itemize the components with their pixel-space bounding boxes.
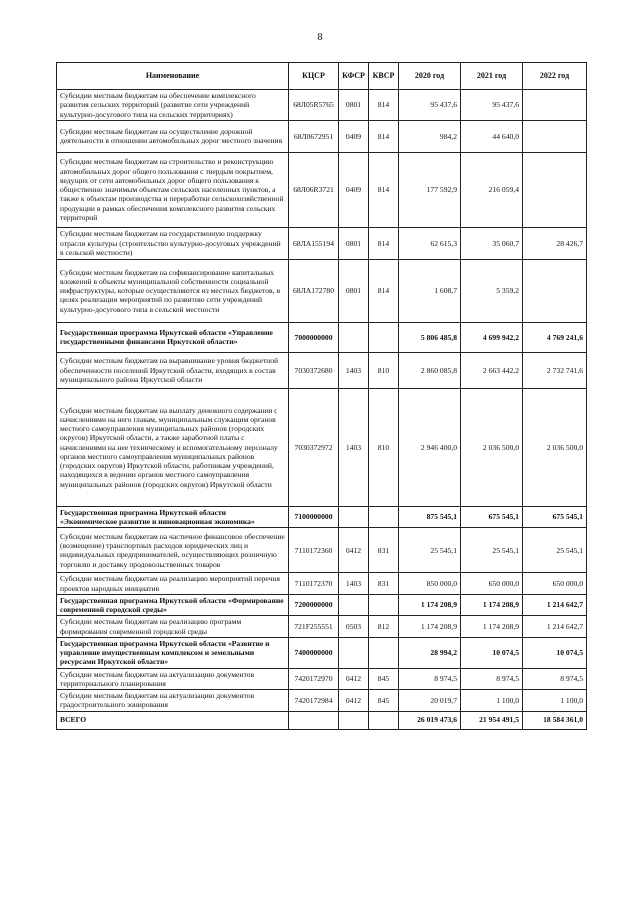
row-name-cell: Субсидии местным бюджетам на осуществление дорожной деятельности в отношении автомобильных дорог местного значения	[57, 120, 289, 152]
row-name-cell: Субсидии местным бюджетам на выравнивание уровня бюджетной обеспеченности поселений Иркутской области, входящих в состав муниципального района Иркутской области	[57, 352, 289, 388]
row-kvsr-cell: 814	[369, 227, 399, 259]
row-kvsr-cell: 812	[369, 616, 399, 638]
row-2020-cell: 1 174 208,9	[399, 616, 461, 638]
row-2021-cell: 1 174 208,9	[461, 594, 523, 616]
row-2022-cell: 2 036 500,0	[523, 388, 587, 506]
row-2022-cell: 2 732 741,6	[523, 352, 587, 388]
row-name-cell: Государственная программа Иркутской области «Экономическое развитие и инновационная экономика»	[57, 506, 289, 528]
row-2022-cell: 25 545,1	[523, 528, 587, 573]
row-kvsr-cell	[369, 711, 399, 729]
row-name-cell: Государственная программа Иркутской области «Развитие и управление имущественным комплексом и земельными ресурсами Иркутской области»	[57, 637, 289, 668]
row-kfsr-cell: 0801	[339, 227, 369, 259]
row-kcsr-cell: 68ЛA172780	[289, 259, 339, 322]
row-kvsr-cell: 814	[369, 259, 399, 322]
row-2022-cell: 675 545,1	[523, 506, 587, 528]
row-kfsr-cell: 0409	[339, 152, 369, 227]
row-kcsr-cell: 7000000000	[289, 322, 339, 352]
header-2021: 2021 год	[461, 63, 523, 90]
row-kfsr-cell	[339, 506, 369, 528]
row-name-cell: Субсидии местным бюджетам на реализацию программ формирования современной городской среды	[57, 616, 289, 638]
row-2021-cell: 216 059,4	[461, 152, 523, 227]
row-2020-cell: 62 615,3	[399, 227, 461, 259]
row-kfsr-cell	[339, 637, 369, 668]
table-header-row	[57, 63, 587, 90]
subsidies-table	[56, 62, 587, 730]
row-kcsr-cell: 7400000000	[289, 637, 339, 668]
row-name-cell: Субсидии местным бюджетам на частичное финансовое обеспечение (возмещение) транспортных расходов юридических лиц и индивидуальных предпринимателей, осуществляющих розничную торговлю и доставку продовольственных товаров	[57, 528, 289, 573]
row-kcsr-cell: 7110172370	[289, 573, 339, 595]
header-2022: 2022 год	[523, 63, 587, 90]
row-2022-cell	[523, 90, 587, 121]
row-name-cell: ВСЕГО	[57, 711, 289, 729]
row-kcsr-cell: 7110172360	[289, 528, 339, 573]
row-2022-cell	[523, 259, 587, 322]
row-kcsr-cell: 7030372680	[289, 352, 339, 388]
row-2020-cell: 1 608,7	[399, 259, 461, 322]
row-kvsr-cell: 831	[369, 528, 399, 573]
row-kvsr-cell	[369, 594, 399, 616]
row-kfsr-cell: 0801	[339, 259, 369, 322]
row-kfsr-cell: 0409	[339, 120, 369, 152]
row-kvsr-cell: 810	[369, 352, 399, 388]
row-2021-cell: 1 174 208,9	[461, 616, 523, 638]
row-2022-cell: 1 100,0	[523, 690, 587, 712]
row-2021-cell: 2 036 500,0	[461, 388, 523, 506]
row-kfsr-cell	[339, 711, 369, 729]
row-2022-cell	[523, 152, 587, 227]
row-2021-cell: 10 074,5	[461, 637, 523, 668]
row-2022-cell: 10 074,5	[523, 637, 587, 668]
row-kcsr-cell: 68Л0672951	[289, 120, 339, 152]
row-2020-cell: 2 946 400,0	[399, 388, 461, 506]
row-kfsr-cell: 1403	[339, 573, 369, 595]
row-2020-cell: 28 994,2	[399, 637, 461, 668]
row-2021-cell: 35 060,7	[461, 227, 523, 259]
row-2022-cell: 650 000,0	[523, 573, 587, 595]
row-kcsr-cell: 68ЛA155194	[289, 227, 339, 259]
table-row	[57, 259, 587, 322]
row-name-cell: Субсидии местным бюджетам на строительство и реконструкцию автомобильных дорог общего пользования с твердым покрытием, ведущих от сети автомобильных дорог общего пользования к общественно значимым объектам сельских населенных пунктов, а также к объектам производства и переработки сельскохозяйственной продукции в рамках обеспечения комплексного развития сельских территорий	[57, 152, 289, 227]
row-kvsr-cell: 831	[369, 573, 399, 595]
row-2022-cell: 8 974,5	[523, 668, 587, 690]
row-2020-cell: 1 174 208,9	[399, 594, 461, 616]
row-2020-cell: 850 000,0	[399, 573, 461, 595]
row-2020-cell: 20 019,7	[399, 690, 461, 712]
header-kcsr: КЦСР	[289, 63, 339, 90]
table-row	[57, 711, 587, 729]
row-name-cell: Субсидии местным бюджетам на государственную поддержку отрасли культуры (строительство культурно-досуговых учреждений в сельской местности)	[57, 227, 289, 259]
row-kcsr-cell: 7100000000	[289, 506, 339, 528]
row-2020-cell: 26 019 473,6	[399, 711, 461, 729]
row-kcsr-cell: 7420172970	[289, 668, 339, 690]
row-2021-cell: 675 545,1	[461, 506, 523, 528]
row-2021-cell: 25 545,1	[461, 528, 523, 573]
row-2021-cell: 8 974,5	[461, 668, 523, 690]
row-2021-cell: 1 100,0	[461, 690, 523, 712]
row-kcsr-cell	[289, 711, 339, 729]
table-row	[57, 690, 587, 712]
row-kvsr-cell	[369, 322, 399, 352]
row-2022-cell: 1 214 642,7	[523, 616, 587, 638]
row-kcsr-cell: 7200000000	[289, 594, 339, 616]
table-row	[57, 637, 587, 668]
row-2021-cell: 95 437,6	[461, 90, 523, 121]
table-row	[57, 120, 587, 152]
row-2020-cell: 875 545,1	[399, 506, 461, 528]
table-row	[57, 322, 587, 352]
row-2020-cell: 5 806 485,8	[399, 322, 461, 352]
row-kfsr-cell: 0412	[339, 528, 369, 573]
table-row	[57, 528, 587, 573]
row-name-cell: Субсидии местным бюджетам на софинансирование капитальных вложений в объекты муниципальной собственности социальной инфраструктуры, которые осуществляются из местных бюджетов, в целях реализации мероприятий по развитию сети учреждений культурно-досугового типа в сельской местности	[57, 259, 289, 322]
table-row	[57, 352, 587, 388]
row-kvsr-cell: 814	[369, 152, 399, 227]
row-kvsr-cell: 845	[369, 668, 399, 690]
row-2020-cell: 95 437,6	[399, 90, 461, 121]
row-2022-cell: 4 769 241,6	[523, 322, 587, 352]
table-row	[57, 152, 587, 227]
row-kvsr-cell: 845	[369, 690, 399, 712]
header-name: Наименование	[57, 63, 289, 90]
row-2022-cell: 28 426,7	[523, 227, 587, 259]
table-row	[57, 616, 587, 638]
row-kfsr-cell	[339, 322, 369, 352]
row-kcsr-cell: 68Л05R5765	[289, 90, 339, 121]
row-kfsr-cell: 0503	[339, 616, 369, 638]
page-number: 8	[317, 32, 323, 43]
row-kvsr-cell: 810	[369, 388, 399, 506]
header-kfsr: КФСР	[339, 63, 369, 90]
row-name-cell: Субсидии местным бюджетам на выплату денежного содержания с начислениями на него главам, муниципальным служащим органов местного самоуправления муниципальных районов (городских округов) Иркутской области, а также заработной платы с начислениями на нее техническому и вспомогательному персоналу органов местного самоуправления муниципальных районов (городских округов) Иркутской области, работникам учреждений, находящихся в ведении органов местного самоуправления муниципальных районов (городских округов) Иркутской области	[57, 388, 289, 506]
row-kfsr-cell: 0412	[339, 690, 369, 712]
row-name-cell: Государственная программа Иркутской области «Формирование современной городской среды»	[57, 594, 289, 616]
row-kfsr-cell: 0412	[339, 668, 369, 690]
table-row	[57, 506, 587, 528]
row-kcsr-cell: 721F255551	[289, 616, 339, 638]
row-2020-cell: 177 592,9	[399, 152, 461, 227]
row-2020-cell: 8 974,5	[399, 668, 461, 690]
row-2020-cell: 984,2	[399, 120, 461, 152]
row-kvsr-cell: 814	[369, 90, 399, 121]
row-kvsr-cell: 814	[369, 120, 399, 152]
table-row	[57, 573, 587, 595]
header-2020: 2020 год	[399, 63, 461, 90]
row-kvsr-cell	[369, 637, 399, 668]
table-row	[57, 227, 587, 259]
row-2021-cell: 5 359,2	[461, 259, 523, 322]
row-kfsr-cell: 1403	[339, 352, 369, 388]
row-kfsr-cell	[339, 594, 369, 616]
row-kcsr-cell: 68Л06R3721	[289, 152, 339, 227]
row-name-cell: Субсидии местным бюджетам на актуализацию документов градостроительного зонирования	[57, 690, 289, 712]
table-row	[57, 668, 587, 690]
row-name-cell: Субсидии местным бюджетам на обеспечение комплексного развития сельских территорий (развитие сети учреждений культурно-досугового типа на сельских территориях)	[57, 90, 289, 121]
table-row	[57, 388, 587, 506]
row-kcsr-cell: 7420172984	[289, 690, 339, 712]
table-row	[57, 594, 587, 616]
row-kcsr-cell: 7030372972	[289, 388, 339, 506]
row-2021-cell: 44 640,0	[461, 120, 523, 152]
row-2020-cell: 25 545,1	[399, 528, 461, 573]
row-name-cell: Государственная программа Иркутской области «Управление государственными финансами Иркутской области»	[57, 322, 289, 352]
row-2021-cell: 2 663 442,2	[461, 352, 523, 388]
row-2022-cell	[523, 120, 587, 152]
row-name-cell: Субсидии местным бюджетам на реализацию мероприятий перечня проектов народных инициатив	[57, 573, 289, 595]
row-2021-cell: 4 699 942,2	[461, 322, 523, 352]
header-kvsr: КВСР	[369, 63, 399, 90]
row-kvsr-cell	[369, 506, 399, 528]
row-2022-cell: 1 214 642,7	[523, 594, 587, 616]
row-2021-cell: 21 954 491,5	[461, 711, 523, 729]
row-kfsr-cell: 1403	[339, 388, 369, 506]
row-2021-cell: 650 000,0	[461, 573, 523, 595]
row-2022-cell: 18 584 361,0	[523, 711, 587, 729]
row-kfsr-cell: 0801	[339, 90, 369, 121]
row-name-cell: Субсидии местным бюджетам на актуализацию документов территориального планирования	[57, 668, 289, 690]
table-row	[57, 90, 587, 121]
row-2020-cell: 2 860 085,8	[399, 352, 461, 388]
